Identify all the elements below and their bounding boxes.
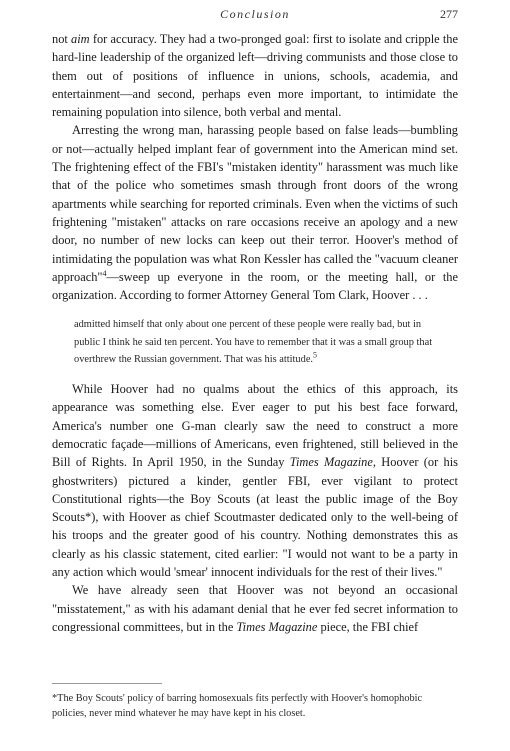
p2-tail: —sweep up everyone in the room, or the meeting hall, or the organization. According to former Attorney General Tom Clark, Hoover . . . bbox=[52, 269, 458, 303]
footnote: *The Boy Scouts' policy of barring homosexuals fits perfectly with Hoover's homophobic policies, never mind whatever he may have kept in his closet. bbox=[52, 693, 423, 719]
p3-start: While Hoover had no qualms about the ethics of this approach, its appearance was something else. Ever eager to put his best face forward, America's number one G-man clearly saw the need to construct a more democratic façade—millions of Americans, even frightened, still believed in the Bill of Rights. In April 1950, in the Sunday bbox=[52, 382, 458, 470]
page-number: 277 bbox=[440, 7, 458, 21]
paragraph-1 bbox=[52, 30, 458, 121]
p3-rest: Hoover (or his ghostwriters) pictured a kinder, gentler FBI, ever vigilant to protect Constitutional rights—the Boy Scouts (at least the public image of the Boy Scouts*), with Hoover as chief Scoutmaster dedicated only to the well-being of his troops and the greater good of his country. Nothing demonstrates this as clearly as his classic statement, cited earlier: "I would not want to be a party in any action which would 'smear' innocent individuals for the rest of their lives." bbox=[52, 455, 458, 580]
p1-rest: for accuracy. They had a two-pronged goal: first to isolate and cripple the hard-line leadership of the organized left—driving communists and those close to them out of positions of influence in unions, schools, academia, and entertainment—and second, perhaps even more important, to intimidate the remaining population into silence, both verbal and mental. bbox=[52, 32, 458, 120]
running-head: Conclusion bbox=[220, 7, 290, 21]
page-header bbox=[0, 7, 510, 23]
paragraph-3 bbox=[52, 380, 458, 581]
p3-emphasis: Times Magazine, bbox=[289, 455, 376, 470]
p4-rest: piece, the FBI chief bbox=[320, 619, 419, 634]
quote-text: admitted himself that only about one percent of these people were really bad, but in public I think he said ten percent. You have to remember that it was a small group that overthrew the Russian government. That was his attitude. bbox=[74, 319, 433, 365]
quote-note-ref: 5 bbox=[313, 350, 318, 360]
footnote-divider bbox=[52, 683, 162, 684]
body-text bbox=[52, 30, 458, 636]
p4-start: We have already seen that Hoover was not beyond an occasional "misstatement," as with his adamant denial that he ever fed secret information to congressional committees, but in the bbox=[52, 583, 458, 634]
p1-emphasis: aim bbox=[71, 32, 90, 46]
p2-text: Arresting the wrong man, harassing people based on false leads—bumbling or not—actually helped implant fear of government into the American mind set. The frightening effect of the FBI's "mistaken identity" harassment was much like that of the police who sometimes smash through front doors of the wrong apartments while searching for reported criminals. Even when the victims of such frightening "mistaken" attacks on rare occasions receive an apology and a new door, no number of new locks can keep out their terror. Hoover's method of intimidating the population was what Ron Kessler has called the "vacuum cleaner approach" bbox=[52, 123, 458, 284]
paragraph-2 bbox=[52, 121, 458, 304]
p2-note-ref: 4 bbox=[102, 268, 107, 278]
paragraph-4 bbox=[52, 581, 458, 636]
p1-start: not bbox=[52, 32, 68, 46]
p4-emphasis: Times Magazine bbox=[236, 619, 318, 634]
block-quote bbox=[74, 316, 440, 368]
